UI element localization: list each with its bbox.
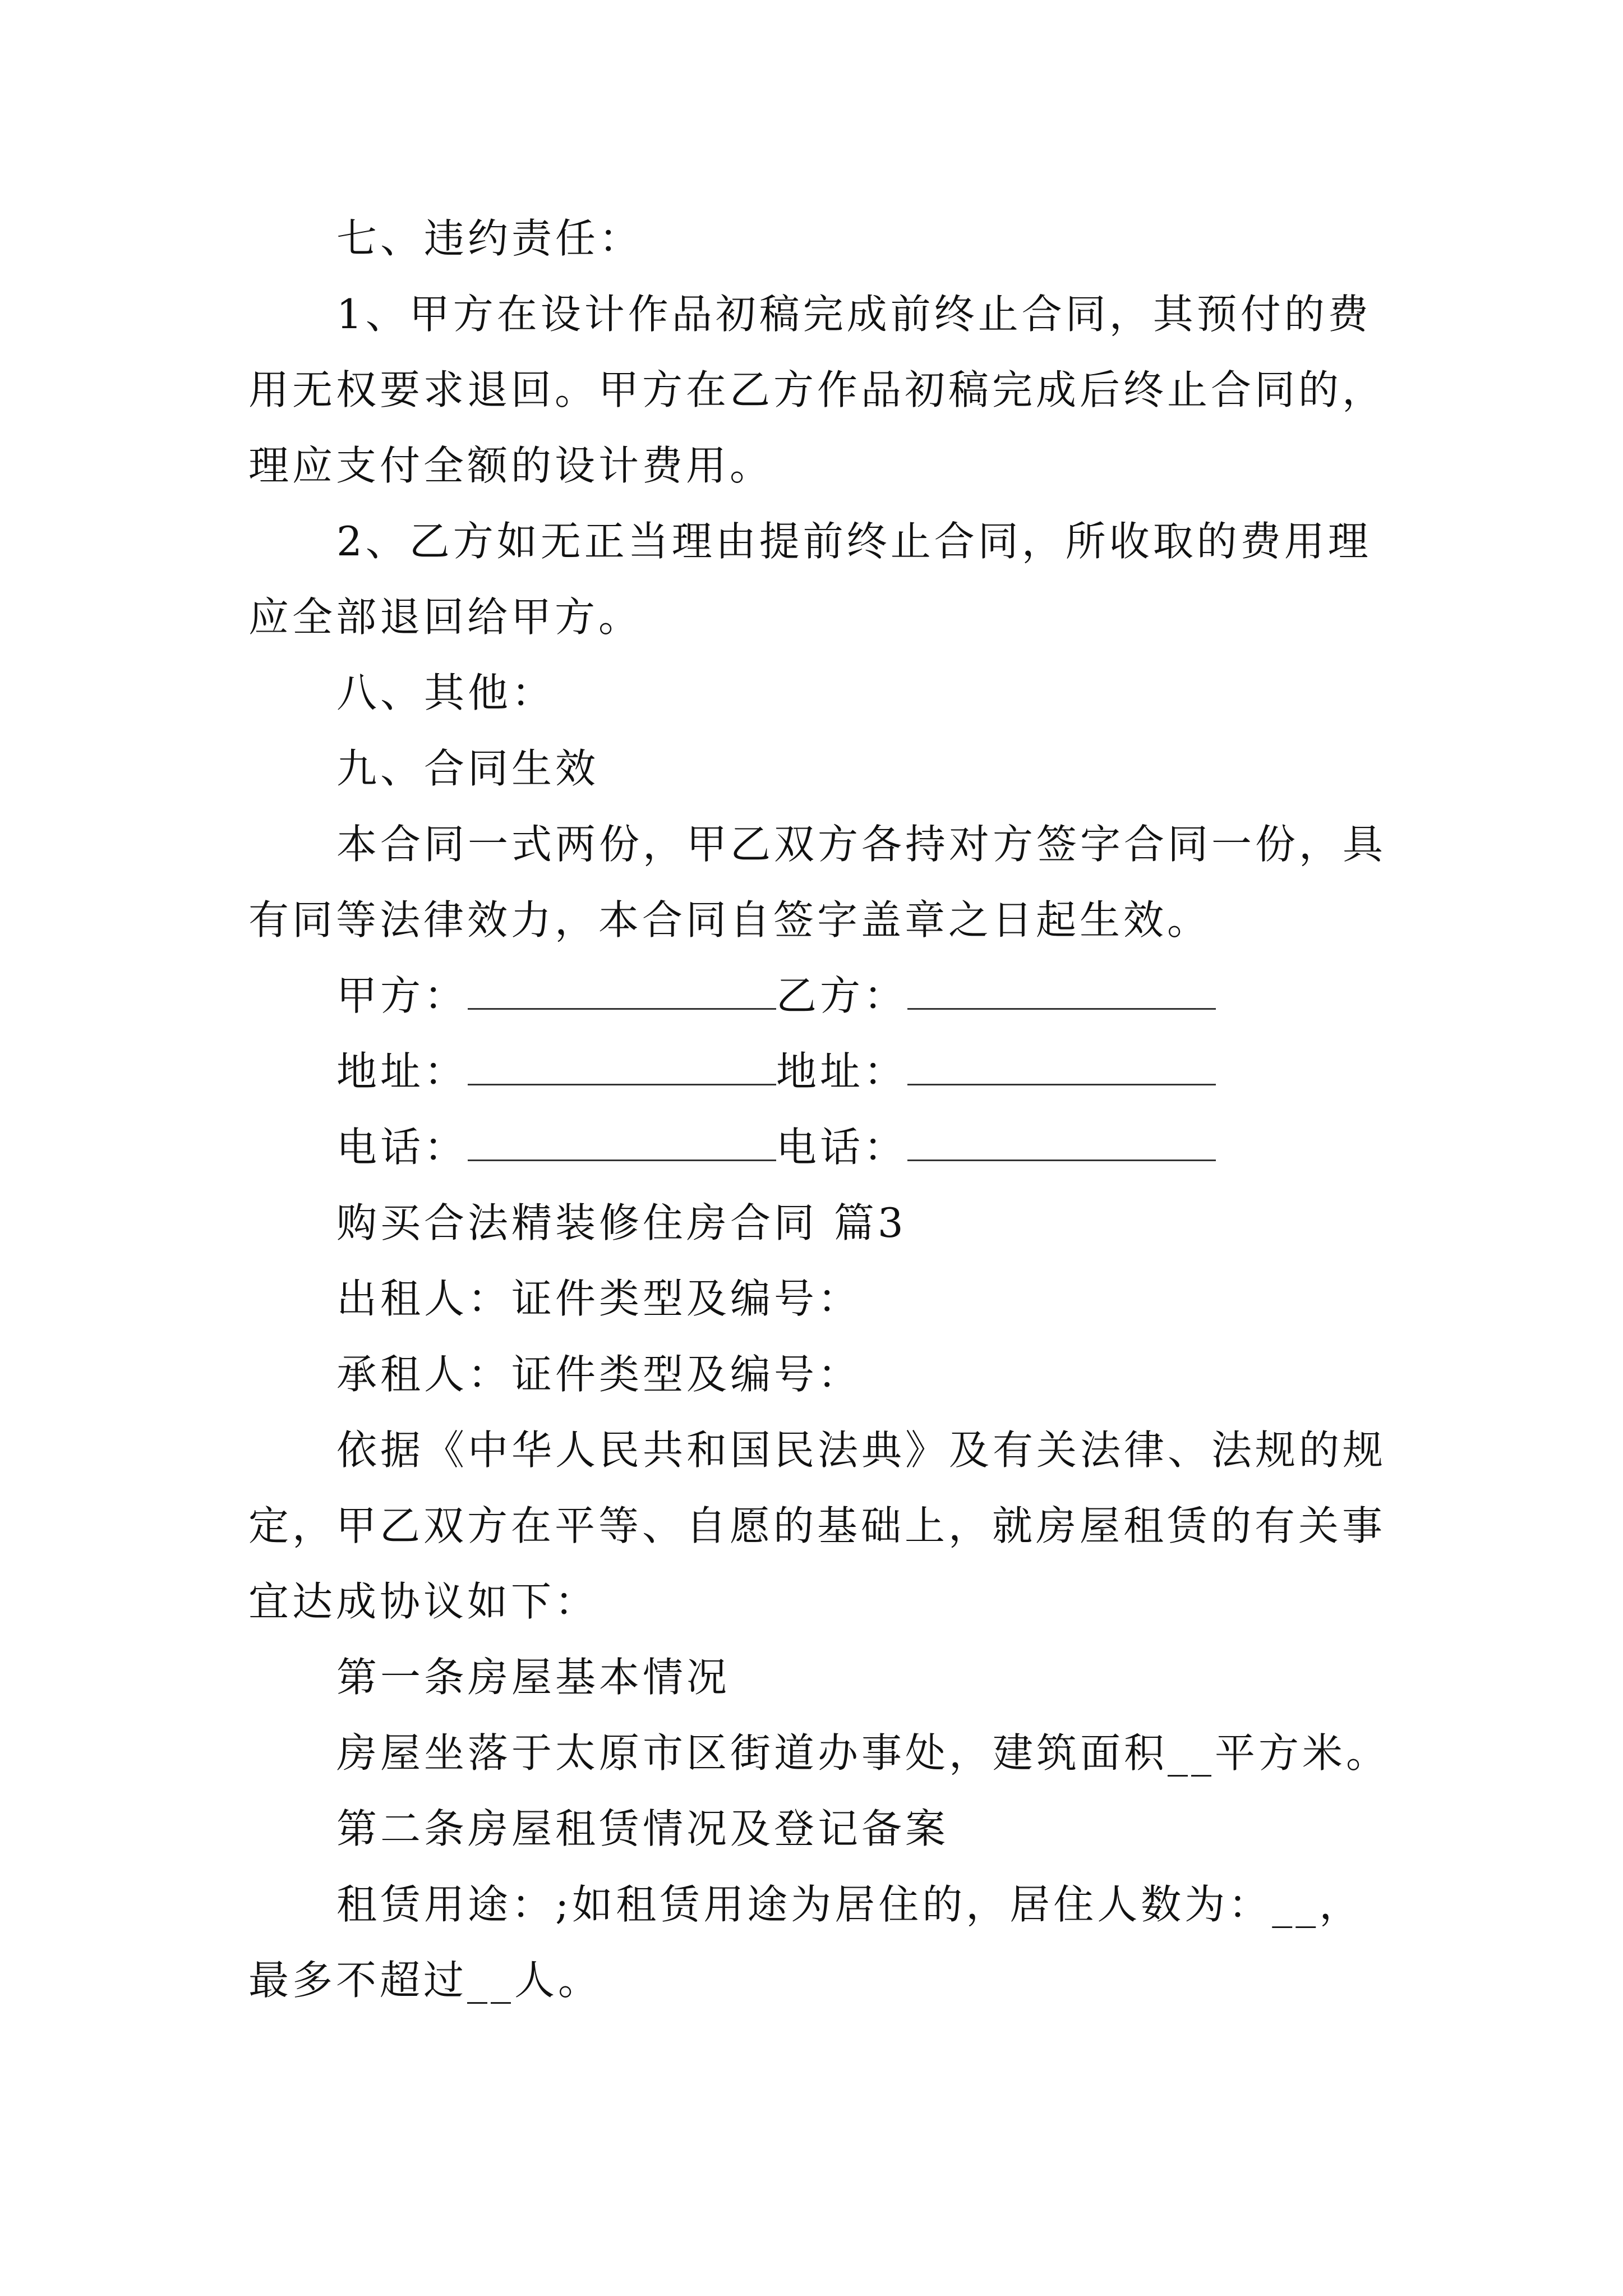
preamble-line-3: 宜达成协议如下： xyxy=(248,1578,599,1625)
article-1-text: 房屋坐落于太原市区街道办事处，建筑面积__平方米。 xyxy=(336,1729,1390,1777)
section-title: 购买合法精装修住房合同 篇3 xyxy=(336,1199,907,1246)
signature-row-party xyxy=(336,968,1216,1024)
address-a-blank[interactable] xyxy=(468,1049,776,1085)
heading-other: 八、其他： xyxy=(336,669,556,716)
article-1-title: 第一条房屋基本情况 xyxy=(336,1654,731,1701)
lessee-line: 承租人：证件类型及编号： xyxy=(336,1351,862,1398)
lessor-line: 出租人：证件类型及编号： xyxy=(336,1275,862,1322)
phone-a-label: 电话： xyxy=(336,1124,468,1171)
party-b-blank[interactable] xyxy=(907,973,1216,1010)
preamble-line-2: 定，甲乙双方在平等、自愿的基础上，就房屋租赁的有关事 xyxy=(248,1502,1386,1549)
phone-b-blank[interactable] xyxy=(907,1125,1216,1161)
address-b-label: 地址： xyxy=(776,1048,908,1095)
article-2-text-line-1: 租赁用途：;如租赁用途为居住的，居住人数为：__， xyxy=(336,1881,1363,1928)
article-2-title: 第二条房屋租赁情况及登记备案 xyxy=(336,1805,949,1852)
phone-b-label: 电话： xyxy=(776,1124,908,1171)
clause-1-line-2: 用无权要求退回。甲方在乙方作品初稿完成后终止合同的， xyxy=(248,366,1386,413)
address-a-label: 地址： xyxy=(336,1048,468,1095)
clause-2-line-1: 2、乙方如无正当理由提前终止合同，所收取的费用理 xyxy=(336,518,1372,565)
effective-line-2: 有同等法律效力，本合同自签字盖章之日起生效。 xyxy=(248,896,1211,944)
signature-row-address xyxy=(336,1043,1216,1099)
clause-1-line-3: 理应支付全额的设计费用。 xyxy=(248,442,774,489)
party-a-blank[interactable] xyxy=(468,973,776,1010)
heading-effective: 九、合同生效 xyxy=(336,745,600,792)
article-2-text-line-2: 最多不超过__人。 xyxy=(248,1957,602,2004)
clause-1-line-1: 1、甲方在设计作品初稿完成前终止合同，其预付的费 xyxy=(336,291,1372,338)
address-b-blank[interactable] xyxy=(907,1049,1216,1085)
effective-line-1: 本合同一式两份，甲乙双方各持对方签字合同一份，具 xyxy=(336,821,1387,868)
clause-2-line-2: 应全部退回给甲方。 xyxy=(248,593,643,641)
preamble-line-1: 依据《中华人民共和国民法典》及有关法律、法规的规 xyxy=(336,1427,1387,1474)
phone-a-blank[interactable] xyxy=(468,1125,776,1161)
party-b-label: 乙方： xyxy=(776,972,908,1019)
party-a-label: 甲方： xyxy=(336,972,468,1019)
heading-breach-liability: 七、违约责任： xyxy=(336,215,643,262)
signature-row-phone xyxy=(336,1119,1216,1175)
